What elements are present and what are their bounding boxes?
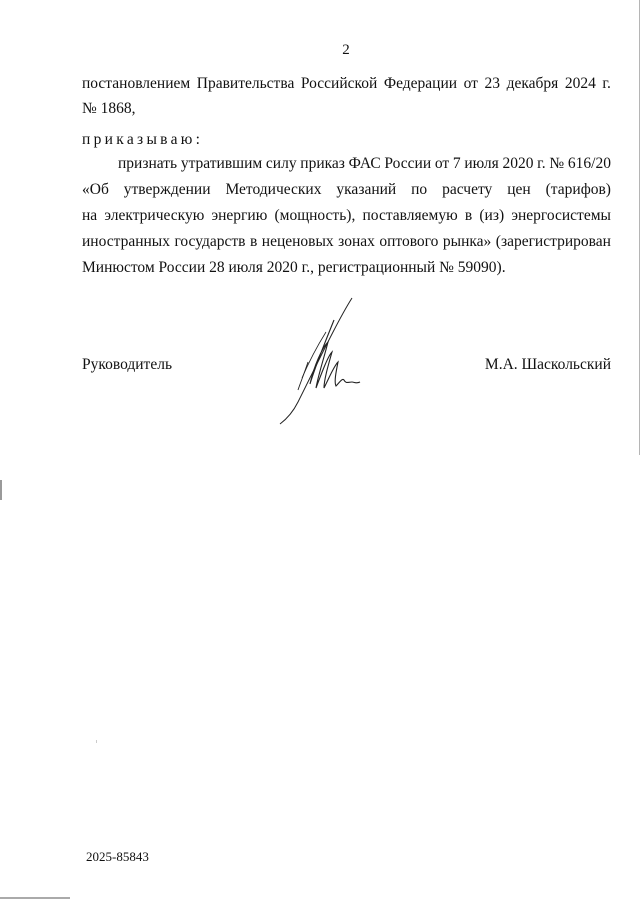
body-line-2: № 1868, [82, 100, 136, 117]
word: оптового [379, 233, 439, 250]
word: от [434, 155, 450, 172]
document-code: 2025-85843 [86, 849, 149, 864]
word: (тарифов) [545, 181, 611, 198]
word: «Об [82, 181, 109, 198]
body-line-8: Минюстом России 28 июля 2020 г., регистрационный № 59090). [82, 259, 506, 276]
word: в [249, 233, 258, 250]
word: (мощность), [274, 207, 356, 224]
word: ФАС [348, 155, 381, 172]
body-line-4 [118, 153, 611, 175]
word: указаний [336, 181, 397, 198]
word: расчету [442, 181, 493, 198]
body-line-5 [82, 179, 611, 201]
scan-speck [96, 740, 97, 743]
word: на [82, 207, 98, 224]
page-number: 2 [342, 42, 350, 58]
word: 23 [484, 75, 500, 92]
scan-bottom-mark [0, 897, 70, 899]
word: государств [174, 233, 246, 250]
word: в [464, 207, 473, 224]
word: электрическую [104, 207, 205, 224]
scan-edge-mark [0, 480, 2, 500]
body-line-3-order-word: приказываю: [82, 131, 204, 148]
word: от [463, 75, 478, 92]
word: поставляемую [362, 207, 458, 224]
word: г. [537, 155, 546, 172]
body-line-7 [82, 231, 611, 253]
word: энергосистемы [511, 207, 611, 224]
word: приказ [300, 155, 345, 172]
word: 2020 [502, 155, 534, 172]
word: цен [507, 181, 531, 198]
word: 7 [452, 155, 461, 172]
word: утратившим [180, 155, 263, 172]
word: Правительства [196, 75, 295, 92]
word: июля [464, 155, 499, 172]
word: Российской [300, 75, 378, 92]
word: декабря [506, 75, 559, 92]
body-line-1 [82, 73, 611, 95]
word: (зарегистрирован [495, 233, 611, 250]
word: рынка» [442, 233, 492, 250]
word: 616/20 [567, 155, 611, 172]
word: постановлением [82, 75, 191, 92]
word: зонах [338, 233, 375, 250]
signer-title: Руководитель [82, 356, 173, 373]
word: России [384, 155, 432, 172]
word: (из) [479, 207, 505, 224]
word: № [549, 155, 565, 172]
word: по [411, 181, 428, 198]
signer-name: М.А. Шаскольский [484, 356, 611, 373]
word: 2024 [564, 75, 596, 92]
word: иностранных [82, 233, 170, 250]
word: Федерации [383, 75, 458, 92]
body-line-6 [82, 205, 611, 227]
handwritten-signature [268, 292, 368, 427]
word: неценовых [261, 233, 334, 250]
word: энергию [211, 207, 268, 224]
word: силу [265, 155, 297, 172]
word: г. [602, 75, 611, 92]
word: признать [118, 155, 178, 172]
word: Методических [225, 181, 322, 198]
word: утверждении [123, 181, 211, 198]
